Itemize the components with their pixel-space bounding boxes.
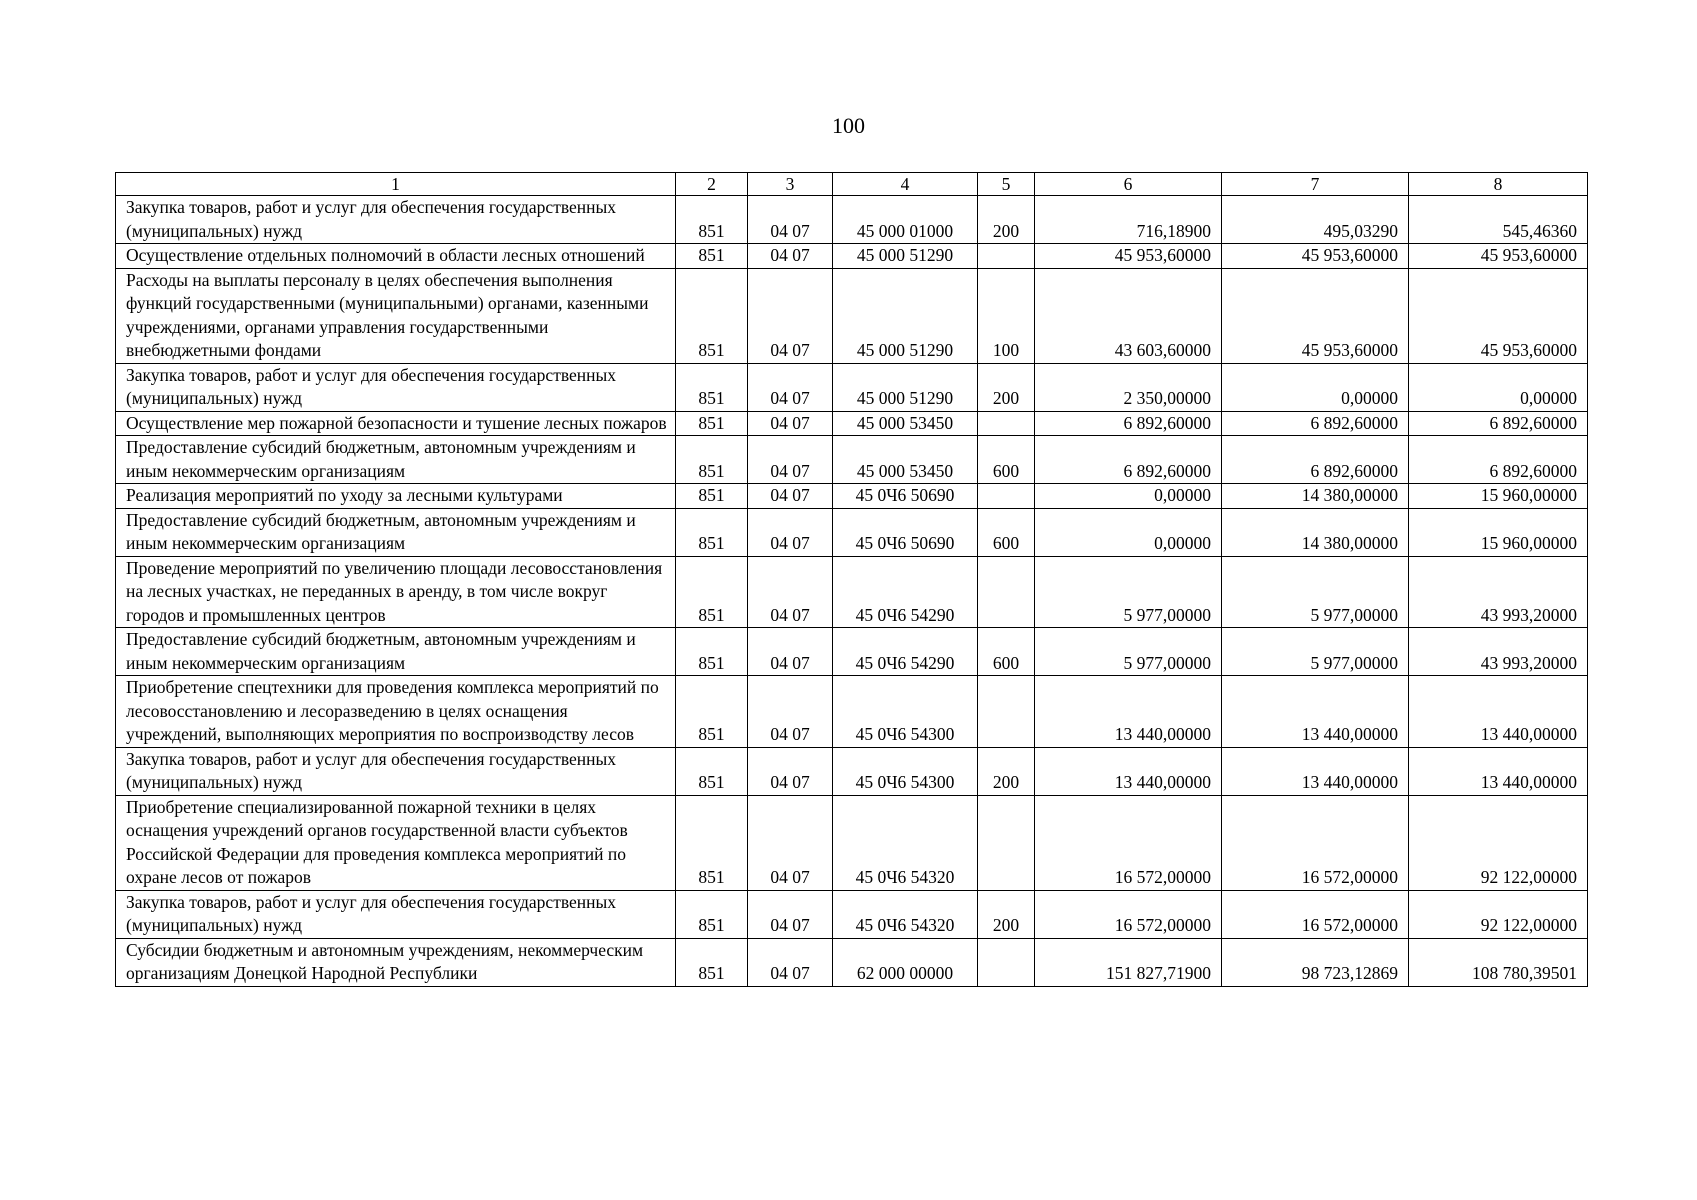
header-cell: 1 <box>116 173 676 196</box>
amount-cell-7: 13 440,00000 <box>1222 747 1409 795</box>
table-row <box>116 508 1588 556</box>
target-article-cell: 45 000 51290 <box>833 268 978 363</box>
amount-cell-7: 98 723,12869 <box>1222 938 1409 986</box>
amount-cell-7: 45 953,60000 <box>1222 268 1409 363</box>
section-cell: 04 07 <box>748 938 833 986</box>
amount-cell-8: 92 122,00000 <box>1409 795 1588 890</box>
expense-type-cell <box>978 795 1035 890</box>
page-number: 100 <box>832 113 865 138</box>
target-article-cell: 45 000 51290 <box>833 363 978 411</box>
amount-cell-6: 6 892,60000 <box>1035 436 1222 484</box>
item-name-cell: Приобретение специализированной пожарной техники в целях оснащения учреждений органов государственной власти субъектов Российской Федерации для проведения комплекса мероприятий по охране лесов от пожаров <box>116 795 676 890</box>
table-row <box>116 268 1588 363</box>
amount-cell-8: 43 993,20000 <box>1409 556 1588 628</box>
section-cell: 04 07 <box>748 268 833 363</box>
amount-cell-6: 2 350,00000 <box>1035 363 1222 411</box>
amount-cell-7: 45 953,60000 <box>1222 244 1409 269</box>
item-name-cell: Осуществление отдельных полномочий в области лесных отношений <box>116 244 676 269</box>
target-article-cell: 45 000 51290 <box>833 244 978 269</box>
amount-cell-8: 6 892,60000 <box>1409 411 1588 436</box>
item-name-cell: Закупка товаров, работ и услуг для обеспечения государственных (муниципальных) нужд <box>116 363 676 411</box>
code-cell: 851 <box>676 938 748 986</box>
amount-cell-8: 43 993,20000 <box>1409 628 1588 676</box>
table-row <box>116 890 1588 938</box>
amount-cell-6: 45 953,60000 <box>1035 244 1222 269</box>
code-cell: 851 <box>676 556 748 628</box>
amount-cell-7: 5 977,00000 <box>1222 556 1409 628</box>
amount-cell-7: 6 892,60000 <box>1222 436 1409 484</box>
header-cell: 6 <box>1035 173 1222 196</box>
code-cell: 851 <box>676 268 748 363</box>
amount-cell-7: 495,03290 <box>1222 196 1409 244</box>
item-name-cell: Предоставление субсидий бюджетным, автономным учреждениям и иным некоммерческим организациям <box>116 628 676 676</box>
table-row <box>116 628 1588 676</box>
item-name-cell: Предоставление субсидий бюджетным, автономным учреждениям и иным некоммерческим организациям <box>116 436 676 484</box>
expense-type-cell: 200 <box>978 747 1035 795</box>
section-cell: 04 07 <box>748 436 833 484</box>
amount-cell-7: 6 892,60000 <box>1222 411 1409 436</box>
section-cell: 04 07 <box>748 363 833 411</box>
amount-cell-8: 45 953,60000 <box>1409 268 1588 363</box>
amount-cell-7: 0,00000 <box>1222 363 1409 411</box>
section-cell: 04 07 <box>748 508 833 556</box>
code-cell: 851 <box>676 484 748 509</box>
code-cell: 851 <box>676 890 748 938</box>
item-name-cell: Приобретение спецтехники для проведения комплекса мероприятий по лесовосстановлению и лесоразведению в целях оснащения учреждений, выполняющих мероприятия по воспроизводству лесов <box>116 676 676 748</box>
expense-type-cell: 200 <box>978 196 1035 244</box>
item-name-cell: Осуществление мер пожарной безопасности и тушение лесных пожаров <box>116 411 676 436</box>
section-cell: 04 07 <box>748 628 833 676</box>
amount-cell-6: 43 603,60000 <box>1035 268 1222 363</box>
section-cell: 04 07 <box>748 676 833 748</box>
code-cell: 851 <box>676 508 748 556</box>
section-cell: 04 07 <box>748 244 833 269</box>
amount-cell-8: 13 440,00000 <box>1409 747 1588 795</box>
section-cell: 04 07 <box>748 795 833 890</box>
table-row <box>116 363 1588 411</box>
section-cell: 04 07 <box>748 556 833 628</box>
amount-cell-6: 5 977,00000 <box>1035 628 1222 676</box>
table-header-row <box>116 173 1588 196</box>
target-article-cell: 45 0Ч6 50690 <box>833 484 978 509</box>
table-row <box>116 436 1588 484</box>
item-name-cell: Закупка товаров, работ и услуг для обеспечения государственных (муниципальных) нужд <box>116 747 676 795</box>
amount-cell-8: 6 892,60000 <box>1409 436 1588 484</box>
amount-cell-6: 151 827,71900 <box>1035 938 1222 986</box>
item-name-cell: Субсидии бюджетным и автономным учреждениям, некоммерческим организациям Донецкой Народной Республики <box>116 938 676 986</box>
amount-cell-6: 5 977,00000 <box>1035 556 1222 628</box>
target-article-cell: 45 0Ч6 54300 <box>833 676 978 748</box>
amount-cell-8: 108 780,39501 <box>1409 938 1588 986</box>
amount-cell-7: 14 380,00000 <box>1222 508 1409 556</box>
target-article-cell: 45 000 53450 <box>833 436 978 484</box>
target-article-cell: 45 0Ч6 54290 <box>833 628 978 676</box>
amount-cell-8: 92 122,00000 <box>1409 890 1588 938</box>
amount-cell-8: 45 953,60000 <box>1409 244 1588 269</box>
table-row <box>116 795 1588 890</box>
target-article-cell: 45 0Ч6 54290 <box>833 556 978 628</box>
expense-type-cell: 600 <box>978 436 1035 484</box>
section-cell: 04 07 <box>748 890 833 938</box>
expense-type-cell <box>978 244 1035 269</box>
code-cell: 851 <box>676 411 748 436</box>
table-row <box>116 676 1588 748</box>
amount-cell-6: 16 572,00000 <box>1035 890 1222 938</box>
target-article-cell: 45 0Ч6 54320 <box>833 890 978 938</box>
expense-type-cell <box>978 556 1035 628</box>
expense-type-cell <box>978 938 1035 986</box>
item-name-cell: Закупка товаров, работ и услуг для обеспечения государственных (муниципальных) нужд <box>116 196 676 244</box>
amount-cell-8: 15 960,00000 <box>1409 508 1588 556</box>
amount-cell-7: 5 977,00000 <box>1222 628 1409 676</box>
section-cell: 04 07 <box>748 747 833 795</box>
item-name-cell: Реализация мероприятий по уходу за лесными культурами <box>116 484 676 509</box>
amount-cell-7: 16 572,00000 <box>1222 890 1409 938</box>
item-name-cell: Расходы на выплаты персоналу в целях обеспечения выполнения функций государственными (муниципальными) органами, казенными учреждениями, органами управления государственными внебюджетными фондами <box>116 268 676 363</box>
section-cell: 04 07 <box>748 484 833 509</box>
amount-cell-7: 13 440,00000 <box>1222 676 1409 748</box>
table-row <box>116 196 1588 244</box>
amount-cell-6: 13 440,00000 <box>1035 747 1222 795</box>
target-article-cell: 45 0Ч6 54320 <box>833 795 978 890</box>
code-cell: 851 <box>676 436 748 484</box>
header-cell: 7 <box>1222 173 1409 196</box>
header-cell: 2 <box>676 173 748 196</box>
amount-cell-6: 16 572,00000 <box>1035 795 1222 890</box>
item-name-cell: Закупка товаров, работ и услуг для обеспечения государственных (муниципальных) нужд <box>116 890 676 938</box>
budget-table <box>115 172 1588 987</box>
expense-type-cell: 200 <box>978 890 1035 938</box>
table-row <box>116 484 1588 509</box>
target-article-cell: 45 000 01000 <box>833 196 978 244</box>
amount-cell-6: 0,00000 <box>1035 484 1222 509</box>
expense-type-cell <box>978 676 1035 748</box>
section-cell: 04 07 <box>748 196 833 244</box>
amount-cell-8: 545,46360 <box>1409 196 1588 244</box>
amount-cell-6: 0,00000 <box>1035 508 1222 556</box>
header-cell: 8 <box>1409 173 1588 196</box>
amount-cell-8: 0,00000 <box>1409 363 1588 411</box>
amount-cell-8: 13 440,00000 <box>1409 676 1588 748</box>
expense-type-cell: 600 <box>978 508 1035 556</box>
section-cell: 04 07 <box>748 411 833 436</box>
table-row <box>116 747 1588 795</box>
item-name-cell: Предоставление субсидий бюджетным, автономным учреждениям и иным некоммерческим организациям <box>116 508 676 556</box>
target-article-cell: 62 000 00000 <box>833 938 978 986</box>
amount-cell-7: 14 380,00000 <box>1222 484 1409 509</box>
table-row <box>116 938 1588 986</box>
table-row <box>116 244 1588 269</box>
amount-cell-6: 13 440,00000 <box>1035 676 1222 748</box>
expense-type-cell <box>978 484 1035 509</box>
table-row <box>116 556 1588 628</box>
amount-cell-7: 16 572,00000 <box>1222 795 1409 890</box>
header-cell: 4 <box>833 173 978 196</box>
code-cell: 851 <box>676 795 748 890</box>
target-article-cell: 45 0Ч6 50690 <box>833 508 978 556</box>
header-cell: 3 <box>748 173 833 196</box>
target-article-cell: 45 000 53450 <box>833 411 978 436</box>
expense-type-cell <box>978 411 1035 436</box>
code-cell: 851 <box>676 363 748 411</box>
code-cell: 851 <box>676 244 748 269</box>
amount-cell-6: 6 892,60000 <box>1035 411 1222 436</box>
target-article-cell: 45 0Ч6 54300 <box>833 747 978 795</box>
code-cell: 851 <box>676 628 748 676</box>
code-cell: 851 <box>676 747 748 795</box>
header-cell: 5 <box>978 173 1035 196</box>
code-cell: 851 <box>676 676 748 748</box>
code-cell: 851 <box>676 196 748 244</box>
item-name-cell: Проведение мероприятий по увеличению площади лесовосстановления на лесных участках, не переданных в аренду, в том числе вокруг городов и промышленных центров <box>116 556 676 628</box>
table-row <box>116 411 1588 436</box>
expense-type-cell: 200 <box>978 363 1035 411</box>
amount-cell-6: 716,18900 <box>1035 196 1222 244</box>
expense-type-cell: 100 <box>978 268 1035 363</box>
expense-type-cell: 600 <box>978 628 1035 676</box>
amount-cell-8: 15 960,00000 <box>1409 484 1588 509</box>
